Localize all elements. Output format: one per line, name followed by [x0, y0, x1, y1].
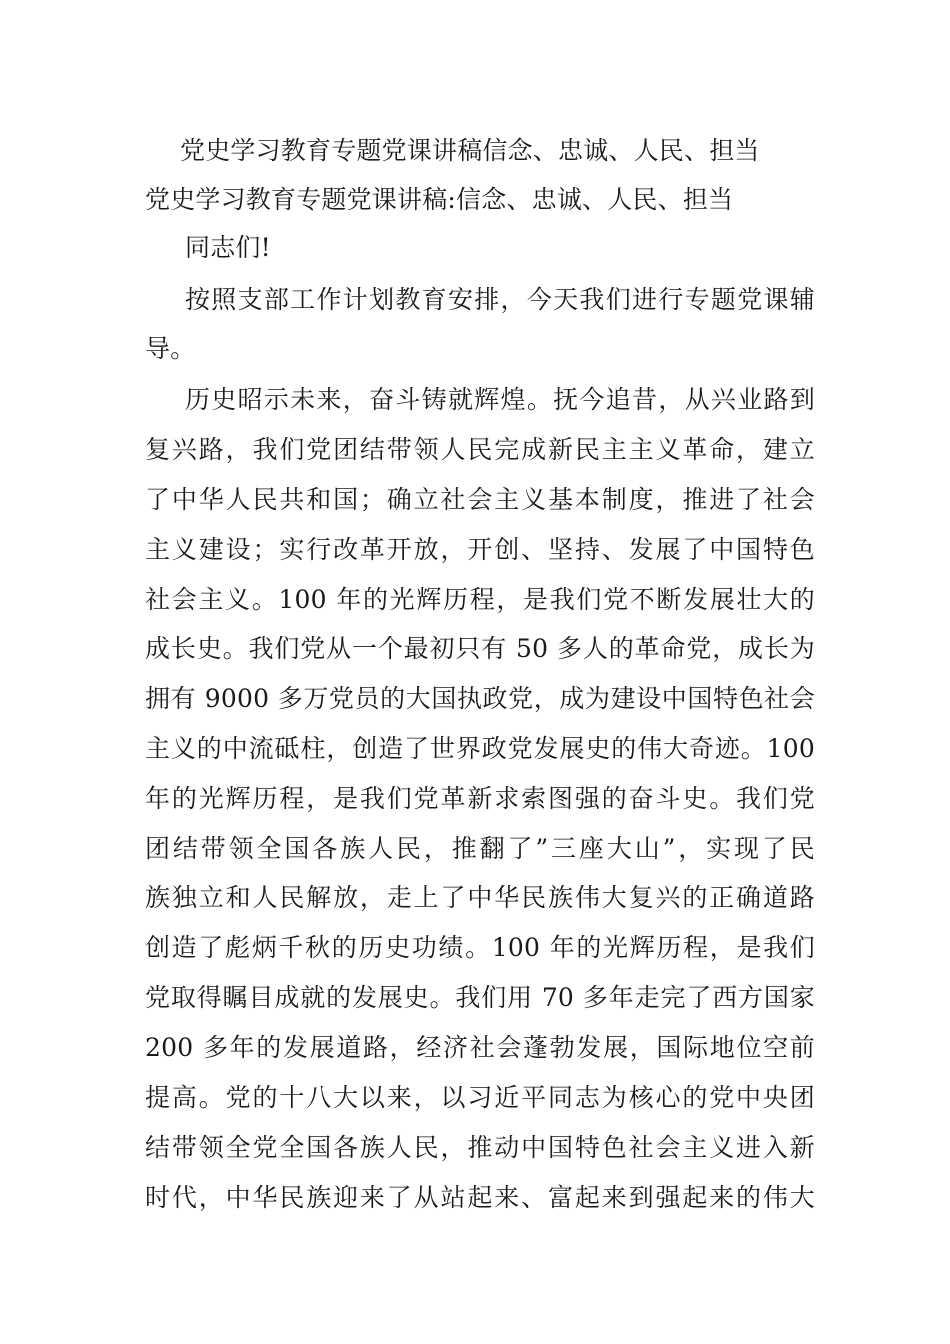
greeting: 同志们!: [185, 233, 271, 262]
paragraph-line: 导。: [145, 334, 196, 363]
paragraph-line: 社会主义。100 年的光辉历程，是我们党不断发展壮大的: [145, 585, 815, 614]
paragraph-line: 200 多年的发展道路，经济社会蓬勃发展，国际地位空前: [145, 1033, 815, 1062]
paragraph-line: 时代，中华民族迎来了从站起来、富起来到强起来的伟大: [145, 1183, 815, 1212]
paragraph-line: 族独立和人民解放，走上了中华民族伟大复兴的正确道路: [145, 883, 815, 912]
paragraph-line: 成长史。我们党从一个最初只有 50 多人的革命党，成长为: [145, 634, 815, 663]
paragraph-line: 了中华人民共和国；确立社会主义基本制度，推进了社会: [145, 485, 815, 514]
document-subtitle: 党史学习教育专题党课讲稿:信念、忠诚、人民、担当: [145, 185, 734, 214]
paragraph-line: 历史昭示未来，奋斗铸就辉煌。抚今追昔，从兴业路到: [185, 385, 815, 414]
paragraph-line: 拥有 9000 多万党员的大国执政党，成为建设中国特色社会: [145, 684, 815, 713]
paragraph-line: 创造了彪炳千秋的历史功绩。100 年的光辉历程，是我们: [145, 933, 815, 962]
paragraph-line: 复兴路，我们党团结带领人民完成新民主主义革命，建立: [145, 435, 815, 464]
paragraph-line: 党取得瞩目成就的发展史。我们用 70 多年走完了西方国家: [145, 983, 815, 1012]
paragraph-line: 提高。党的十八大以来，以习近平同志为核心的党中央团: [145, 1083, 815, 1112]
paragraph-line: 结带领全党全国各族人民，推动中国特色社会主义进入新: [145, 1133, 815, 1162]
paragraph-line: 按照支部工作计划教育安排，今天我们进行专题党课辅: [185, 285, 815, 314]
paragraph-line: 主义的中流砥柱，创造了世界政党发展史的伟大奇迹。100: [145, 734, 815, 763]
document-title: 党史学习教育专题党课讲稿信念、忠诚、人民、担当: [180, 136, 760, 165]
paragraph-line: 主义建设；实行改革开放，开创、坚持、发展了中国特色: [145, 535, 815, 564]
paragraph-line: 团结带领全国各族人民，推翻了”三座大山”，实现了民: [145, 834, 815, 863]
paragraph-line: 年的光辉历程，是我们党革新求索图强的奋斗史。我们党: [145, 784, 815, 813]
